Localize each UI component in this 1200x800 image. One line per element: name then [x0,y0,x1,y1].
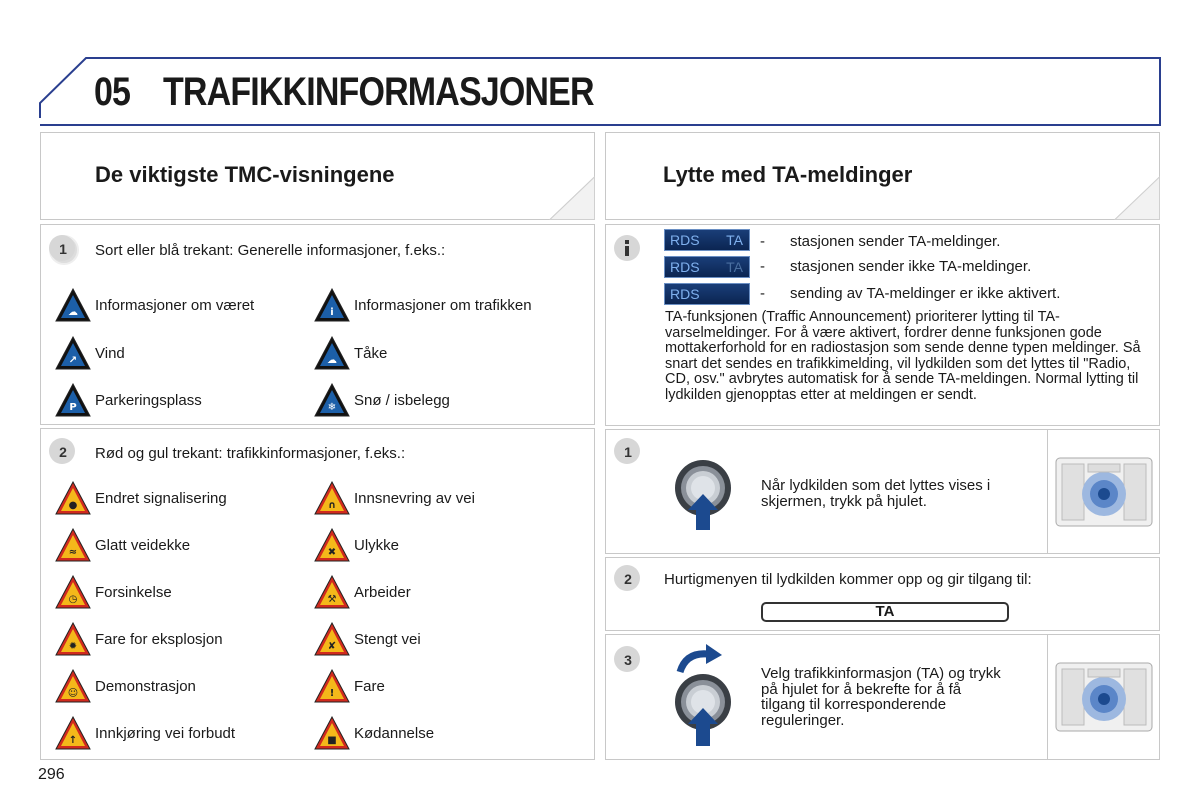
svg-text:↑: ↑ [68,735,78,746]
info-icon [613,234,645,266]
svg-text:⚒: ⚒ [327,594,337,605]
sign-label: Arbeider [354,584,411,601]
state-text-3: sending av TA-meldinger er ikke aktivert. [790,285,1061,302]
state-text-2: stasjonen sender ikke TA-meldinger. [790,258,1032,275]
delay-clock-icon [55,575,91,609]
svg-text:☺: ☺ [67,688,79,699]
sign-label: Informasjoner om trafikken [354,297,532,314]
sign-label: Informasjoner om været [95,297,255,314]
sign-label: Demonstrasjon [95,678,196,695]
roadworks-icon [314,575,350,609]
wind-icon [55,336,91,370]
step-badge-r1: 1 [613,437,645,469]
svg-text:i: i [330,307,334,318]
left-section-title: De viktigste TMC-visningene [95,162,395,187]
slippery-road-icon [55,528,91,562]
step-badge-r3: 3 [613,645,645,677]
left-section-header [40,132,595,220]
sign-label: Innsnevring av vei [354,490,475,507]
svg-text:↗: ↗ [68,354,78,366]
accident-icon [314,528,350,562]
sign-label: Vind [95,344,125,362]
page-number: 296 [38,766,65,783]
step-badge-1: 1 [48,234,80,266]
step-badge-2: 2 [48,437,80,469]
demonstration-icon [55,669,91,703]
general-info-intro: Sort eller blå trekant: Generelle informasjoner, f.eks.: [95,242,446,259]
knob-press-icon [670,458,740,528]
state-dash-1: - [760,233,765,250]
state-text-1: stasjonen sender TA-meldinger. [790,233,1001,250]
svg-text:☁: ☁ [327,354,337,366]
sign-label: Fare for eksplosjon [95,631,223,648]
svg-text:✖: ✖ [327,547,337,558]
step-badge-r2: 2 [613,564,645,596]
sign-label: Glatt veidekke [95,537,191,554]
svg-text:◷: ◷ [68,594,78,605]
sign-label: Innkjøring vei forbudt [95,725,236,742]
sign-label: Parkeringsplass [95,392,202,409]
chapter-title: TRAFIKKINFORMASJONER [163,70,594,114]
ta-menu-button[interactable]: TA [761,602,1009,622]
knob-press-icon-2 [670,672,740,742]
no-entry-icon [55,716,91,750]
road-closed-icon [314,622,350,656]
sign-label: Forsinkelse [95,584,172,601]
chapter-number: 05 [94,70,131,114]
rds-display-ta-dim: RDS TA [664,256,750,278]
ta-description: TA-funksjonen (Traffic Announcement) prioriterer lytting til TA-varselmeldinger. For å være aktivert, fordrer denne funksjonen gode mottakerforhold for en radiostasjon som sende denne typen meldinger. Så snart det sendes en trafikkimelding, vil lydkilden som det lyttes til "Radio, CD, osv." avbrytes automatisk for å sende TA-meldingen. Normal lytting til lydkilden gjenopptas etter at meldingen er sendt. [665,309,1141,403]
queue-icon [314,716,350,750]
sign-label: Fare [354,678,385,695]
right-section-header [605,132,1160,220]
svg-text:✘: ✘ [327,641,337,652]
traffic-light-icon [55,481,91,515]
svg-text:●: ● [68,500,78,511]
sign-label: Ulykke [354,537,400,554]
parking-icon [55,383,91,417]
svg-text:P: P [69,402,77,413]
step1-text: Når lydkilden som det lyttes vises i skjermen, trykk på hjulet. [761,477,991,510]
svg-text:■: ■ [327,735,337,746]
radio-unit-image-2 [1047,635,1159,759]
sign-label: Kødannelse [354,725,435,742]
road-narrows-icon [314,481,350,515]
step2-text: Hurtigmenyen til lydkilden kommer opp og gir tilgang til: [664,571,1032,588]
svg-text:!: ! [329,688,335,699]
rds-display-ta-off: RDS [664,283,750,305]
sign-label: Endret signalisering [95,490,227,507]
state-dash-2: - [760,258,765,275]
rds-display-ta-on: RDS TA [664,229,750,251]
step3-text: Velg trafikkinformasjon (TA) og trykk på hjulet for å bekrefte for å få tilgang til korresponderende reguleringer. [761,665,1001,729]
sign-label: Stengt vei [354,631,421,648]
svg-text:❄: ❄ [327,402,337,413]
sign-label: Snø / isbelegg [354,392,450,409]
weather-icon [55,288,91,322]
traffic-info-intro: Rød og gul trekant: trafikkinformasjoner, f.eks.: [95,445,406,462]
svg-text:∩: ∩ [327,500,337,511]
svg-text:✹: ✹ [68,641,78,652]
right-section-title: Lytte med TA-meldinger [663,162,913,187]
chapter-header [0,0,1200,130]
svg-text:☁: ☁ [68,307,78,318]
state-dash-3: - [760,285,765,302]
info-icon [314,288,350,322]
radio-unit-image-1 [1047,430,1159,553]
fog-icon [314,336,350,370]
snow-icon [314,383,350,417]
svg-text:≈: ≈ [68,547,78,558]
sign-label: Tåke [354,344,388,362]
explosion-icon [55,622,91,656]
danger-icon [314,669,350,703]
rotate-arrow-icon [676,642,724,676]
